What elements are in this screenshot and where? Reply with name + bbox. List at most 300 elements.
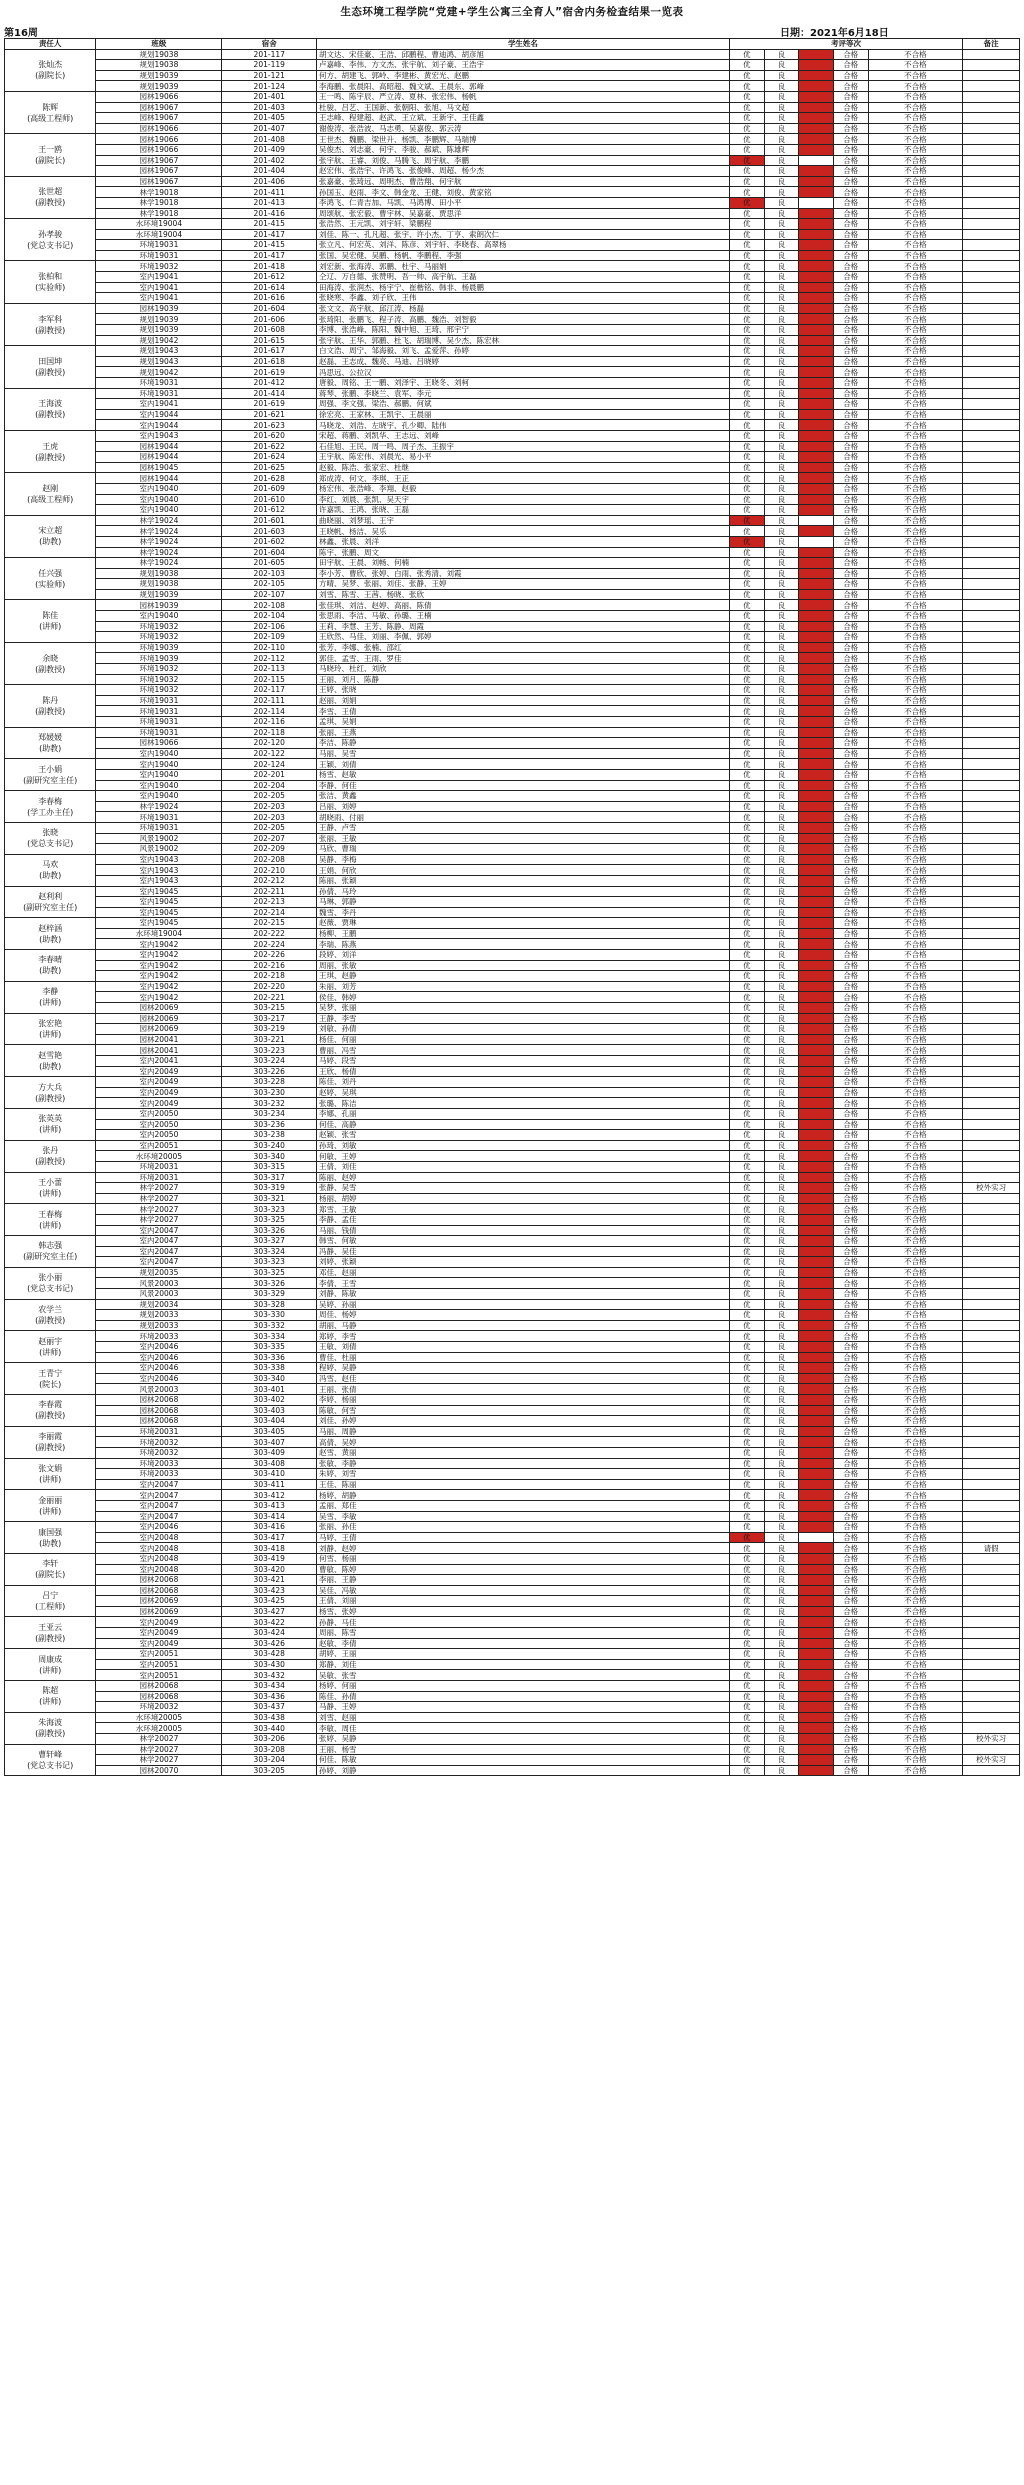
grade-cell: 良: [764, 483, 799, 494]
grade-marker: [799, 886, 834, 897]
owner-cell: [5, 854, 96, 886]
note-cell: [963, 1320, 1020, 1331]
grade-marker: [799, 1257, 834, 1268]
class-cell: 风景20003: [96, 1289, 222, 1300]
class-cell: 环境19039: [96, 642, 222, 653]
grade-cell: 合格: [833, 1511, 868, 1522]
grade-cell: 不合格: [868, 812, 963, 823]
note-cell: [963, 1013, 1020, 1024]
grade-marker: [799, 303, 834, 314]
room-cell: 303-427: [222, 1606, 317, 1617]
students-cell: 刘静、陈敏: [317, 1289, 730, 1300]
grade-marker: [799, 812, 834, 823]
table-row: [5, 250, 1020, 261]
note-cell: [963, 1267, 1020, 1278]
grade-cell: 良: [764, 1426, 799, 1437]
students-cell: 仝辽、万自德、张赞明、吾一帅、高宇航、王磊: [317, 272, 730, 283]
grade-cell: 不合格: [868, 420, 963, 431]
grade-cell: 良: [764, 642, 799, 653]
room-cell: 303-221: [222, 1034, 317, 1045]
grade-cell: 不合格: [868, 1649, 963, 1660]
room-cell: 303-340: [222, 1151, 317, 1162]
grade-cell: 不合格: [868, 113, 963, 124]
class-cell: 室内20049: [96, 1066, 222, 1077]
students-cell: 王静、卢雪: [317, 822, 730, 833]
grade-cell: 不合格: [868, 854, 963, 865]
class-cell: 林学20027: [96, 1204, 222, 1215]
table-row: [5, 928, 1020, 939]
students-cell: 赵雪、黄丽: [317, 1447, 730, 1458]
class-cell: 室内20050: [96, 1130, 222, 1141]
grade-cell: 优: [729, 1617, 764, 1628]
class-cell: 园林19044: [96, 473, 222, 484]
note-cell: [963, 727, 1020, 738]
table-row: [5, 727, 1020, 738]
grade-marker: [799, 1331, 834, 1342]
grade-cell: [799, 536, 834, 547]
grade-marker: [799, 208, 834, 219]
grade-cell: 良: [764, 1310, 799, 1321]
room-cell: 303-323: [222, 1257, 317, 1268]
class-cell: 园林19044: [96, 441, 222, 452]
grade-cell: 良: [764, 1161, 799, 1172]
grade-cell: 不合格: [868, 430, 963, 441]
students-cell: 孟丽、郑佳: [317, 1500, 730, 1511]
table-row: [5, 229, 1020, 240]
note-cell: [963, 1130, 1020, 1141]
room-cell: 202-222: [222, 928, 317, 939]
owner-name: 张宏艳: [38, 1019, 63, 1029]
students-cell: 郑雪、王敏: [317, 1204, 730, 1215]
grade-cell: 不合格: [868, 844, 963, 855]
grade-cell: 良: [764, 1702, 799, 1713]
grade-cell: 不合格: [868, 981, 963, 992]
grade-marker: [799, 1151, 834, 1162]
students-cell: 杨宏伟、张浩峰、李翔、赵毅: [317, 483, 730, 494]
students-cell: 吕丽、刘婷: [317, 801, 730, 812]
table-row: [5, 1161, 1020, 1172]
grade-cell: 优: [729, 1342, 764, 1353]
grade-cell: 合格: [833, 1278, 868, 1289]
grade-marker: [799, 60, 834, 71]
students-cell: 宋超、蒋鹏、刘凯华、王志远、刘峰: [317, 430, 730, 441]
students-cell: 曹佳、杜丽: [317, 1352, 730, 1363]
students-cell: 李敏、周佳: [317, 1723, 730, 1734]
table-row: [5, 176, 1020, 187]
table-row: [5, 1013, 1020, 1024]
room-cell: 303-317: [222, 1172, 317, 1183]
note-cell: [963, 1204, 1020, 1215]
room-cell: 202-211: [222, 886, 317, 897]
table-row: [5, 1077, 1020, 1088]
grade-cell: 良: [764, 1681, 799, 1692]
room-cell: 303-205: [222, 1765, 317, 1776]
grade-marker: [799, 1511, 834, 1522]
grade-marker: [799, 1034, 834, 1045]
owner-cell: [5, 1553, 96, 1585]
owner-cell: [5, 303, 96, 345]
grade-cell: 合格: [833, 1522, 868, 1533]
note-cell: [963, 441, 1020, 452]
table-row: [5, 1575, 1020, 1586]
grade-cell: 良: [764, 1416, 799, 1427]
owner-name: 韩志强: [38, 1241, 63, 1251]
grade-cell: 良: [764, 1532, 799, 1543]
grade-marker: [799, 1575, 834, 1586]
table-row: [5, 60, 1020, 71]
grade-marker: 优: [729, 515, 764, 526]
table-row: [5, 1310, 1020, 1321]
note-cell: [963, 886, 1020, 897]
grade-cell: 不合格: [868, 452, 963, 463]
class-cell: 环境19032: [96, 621, 222, 632]
note-cell: [963, 558, 1020, 569]
grade-cell: 合格: [833, 1585, 868, 1596]
class-cell: 室内19040: [96, 611, 222, 622]
class-cell: 环境19039: [96, 653, 222, 664]
table-row: [5, 261, 1020, 272]
class-cell: 园林19045: [96, 462, 222, 473]
room-cell: 303-403: [222, 1405, 317, 1416]
grade-marker: [799, 102, 834, 113]
note-cell: [963, 1331, 1020, 1342]
owner-role: (讲师): [39, 1474, 62, 1484]
grade-cell: 优: [729, 1606, 764, 1617]
grade-cell: 不合格: [868, 1712, 963, 1723]
room-cell: 303-424: [222, 1628, 317, 1639]
students-cell: 邓佳、赵丽: [317, 1267, 730, 1278]
table-row: [5, 505, 1020, 516]
grade-cell: 良: [764, 865, 799, 876]
grade-cell: 合格: [833, 409, 868, 420]
grade-cell: 不合格: [868, 759, 963, 770]
table-row: [5, 81, 1020, 92]
room-cell: 303-226: [222, 1066, 317, 1077]
grade-cell: 优: [729, 600, 764, 611]
owner-role: (副教授): [35, 452, 66, 462]
students-cell: 刘静、赵婷: [317, 1543, 730, 1554]
grade-cell: 不合格: [868, 1437, 963, 1448]
grade-cell: 优: [729, 240, 764, 251]
grade-marker: [799, 388, 834, 399]
grade-marker: [799, 272, 834, 283]
grade-cell: 优: [729, 1585, 764, 1596]
note-cell: [963, 1003, 1020, 1014]
students-cell: 张丽、孙佳: [317, 1522, 730, 1533]
students-cell: 吴雪、李敏: [317, 1511, 730, 1522]
grade-cell: 不合格: [868, 1077, 963, 1088]
owner-role: (副教授): [35, 1157, 66, 1167]
students-cell: 王娟、何欣: [317, 865, 730, 876]
grade-cell: 不合格: [868, 1352, 963, 1363]
grade-cell: 良: [764, 632, 799, 643]
grade-cell: 不合格: [868, 187, 963, 198]
grade-cell: 良: [764, 1395, 799, 1406]
table-row: [5, 897, 1020, 908]
room-cell: 201-625: [222, 462, 317, 473]
grade-cell: 良: [764, 791, 799, 802]
note-cell: [963, 367, 1020, 378]
grade-marker: [799, 1437, 834, 1448]
grade-cell: 合格: [833, 1649, 868, 1660]
grade-cell: 优: [729, 1649, 764, 1660]
students-cell: 郑静、刘佳: [317, 1659, 730, 1670]
class-cell: 室内20049: [96, 1098, 222, 1109]
class-cell: 室内19045: [96, 907, 222, 918]
grade-cell: 良: [764, 1045, 799, 1056]
grade-marker: [799, 992, 834, 1003]
room-cell: 202-113: [222, 664, 317, 675]
class-cell: 环境20031: [96, 1161, 222, 1172]
grade-marker: [799, 717, 834, 728]
students-cell: 白文浩、周宁、邹海毅、刘飞、孟爱萍、孙婷: [317, 346, 730, 357]
owner-role: (实验师): [35, 579, 66, 589]
note-cell: [963, 452, 1020, 463]
owner-cell: [5, 1681, 96, 1713]
students-cell: 郭佳、孟雪、王雨、罗佳: [317, 653, 730, 664]
grade-cell: 优: [729, 875, 764, 886]
room-cell: 201-415: [222, 219, 317, 230]
grade-cell: 不合格: [868, 166, 963, 177]
table-row: [5, 664, 1020, 675]
grade-cell: 优: [729, 1405, 764, 1416]
note-cell: [963, 123, 1020, 134]
table-row: [5, 452, 1020, 463]
grade-cell: 优: [729, 1373, 764, 1384]
class-cell: 规划19038: [96, 49, 222, 60]
students-cell: 胡晓雨、付丽: [317, 812, 730, 823]
note-cell: [963, 144, 1020, 155]
grade-marker: [799, 144, 834, 155]
grade-cell: 合格: [833, 452, 868, 463]
room-cell: 202-216: [222, 960, 317, 971]
room-cell: 202-107: [222, 589, 317, 600]
class-cell: 环境20032: [96, 1437, 222, 1448]
grade-cell: 优: [729, 822, 764, 833]
grade-cell: 合格: [833, 1723, 868, 1734]
students-cell: 李静、孟佳: [317, 1214, 730, 1225]
note-cell: [963, 1447, 1020, 1458]
room-cell: 303-416: [222, 1522, 317, 1533]
grade-marker: [799, 1013, 834, 1024]
students-cell: 刘雪、赵丽: [317, 1712, 730, 1723]
note-cell: [963, 844, 1020, 855]
grade-cell: 不合格: [868, 388, 963, 399]
class-cell: 室内20048: [96, 1543, 222, 1554]
class-cell: 室内19040: [96, 748, 222, 759]
header-students: 学生姓名: [317, 39, 730, 50]
grade-cell: 不合格: [868, 791, 963, 802]
class-cell: 环境19032: [96, 632, 222, 643]
grade-marker: [799, 473, 834, 484]
grade-cell: 不合格: [868, 1691, 963, 1702]
note-cell: [963, 759, 1020, 770]
table-row: [5, 388, 1020, 399]
table-row: [5, 1659, 1020, 1670]
grade-cell: 良: [764, 81, 799, 92]
owner-role: (讲师): [39, 1665, 62, 1675]
grade-marker: [799, 738, 834, 749]
grade-cell: 优: [729, 91, 764, 102]
grade-marker: [799, 1204, 834, 1215]
room-cell: 303-334: [222, 1331, 317, 1342]
room-cell: 202-115: [222, 674, 317, 685]
owner-name: 赵刚: [42, 484, 59, 494]
room-cell: 303-323: [222, 1204, 317, 1215]
students-cell: 赵毅、陈浩、张家宏、杜继: [317, 462, 730, 473]
students-cell: 孙琦、刘敏: [317, 1140, 730, 1151]
students-cell: 马晓玲、杜红、刘欣: [317, 664, 730, 675]
grade-marker: [799, 441, 834, 452]
owner-cell: [5, 1045, 96, 1077]
room-cell: 303-330: [222, 1310, 317, 1321]
grade-marker: [799, 1183, 834, 1194]
note-cell: [963, 1628, 1020, 1639]
class-cell: 园林19039: [96, 600, 222, 611]
grade-cell: 不合格: [868, 589, 963, 600]
note-cell: [963, 1373, 1020, 1384]
grade-cell: 合格: [833, 1204, 868, 1215]
table-row: [5, 346, 1020, 357]
grade-cell: 合格: [833, 1437, 868, 1448]
room-cell: 303-420: [222, 1564, 317, 1575]
grade-marker: [799, 769, 834, 780]
grade-cell: 良: [764, 928, 799, 939]
students-cell: 张芳、李娜、张楠、邵红: [317, 642, 730, 653]
grade-cell: 良: [764, 123, 799, 134]
grade-cell: 不合格: [868, 1416, 963, 1427]
grade-cell: 不合格: [868, 1395, 963, 1406]
owner-name: 李静: [42, 987, 59, 997]
grade-cell: 良: [764, 1564, 799, 1575]
table-row: [5, 1596, 1020, 1607]
owner-cell: [5, 1013, 96, 1045]
students-cell: 石佳旭、王民、周一鸣、周子杰、王振宇: [317, 441, 730, 452]
grade-cell: 合格: [833, 981, 868, 992]
grade-marker: [799, 70, 834, 81]
grade-marker: [799, 81, 834, 92]
grade-cell: 合格: [833, 1373, 868, 1384]
students-cell: 谢俊涛、张浩波、马志勇、吴嘉俊、郭云涛: [317, 123, 730, 134]
grade-cell: 优: [729, 483, 764, 494]
owner-cell: [5, 1744, 96, 1776]
table-row: [5, 1479, 1020, 1490]
grade-cell: 优: [729, 589, 764, 600]
grade-marker: [799, 1352, 834, 1363]
page-title: 生态环境工程学院“党建+学生公寓三全育人”宿舍内务检查结果一览表: [340, 6, 684, 18]
grade-cell: 优: [729, 1522, 764, 1533]
class-cell: 室内20050: [96, 1119, 222, 1130]
grade-cell: 合格: [833, 695, 868, 706]
class-cell: 室内19043: [96, 865, 222, 876]
students-cell: 朱丽、刘芳: [317, 981, 730, 992]
class-cell: 规划19042: [96, 335, 222, 346]
table-row: [5, 568, 1020, 579]
note-cell: [963, 632, 1020, 643]
grade-cell: 良: [764, 1543, 799, 1554]
class-cell: 水环境19004: [96, 928, 222, 939]
owner-role: (助教): [39, 537, 62, 547]
owner-role: (副教授): [35, 367, 66, 377]
class-cell: 林学20027: [96, 1755, 222, 1766]
note-cell: [963, 1564, 1020, 1575]
students-cell: 李娜、孔丽: [317, 1108, 730, 1119]
class-cell: 室内19040: [96, 483, 222, 494]
grade-cell: 合格: [833, 49, 868, 60]
table-row: [5, 907, 1020, 918]
table-row: [5, 282, 1020, 293]
note-cell: [963, 621, 1020, 632]
grade-marker: [799, 1553, 834, 1564]
table-row: [5, 1066, 1020, 1077]
grade-cell: 合格: [833, 1140, 868, 1151]
owner-name: 王海波: [38, 399, 63, 409]
note-cell: [963, 134, 1020, 145]
note-cell: [963, 399, 1020, 410]
owner-name: 方大兵: [38, 1082, 63, 1092]
note-cell: [963, 187, 1020, 198]
grade-cell: 优: [729, 1066, 764, 1077]
owner-name: 陈佳: [42, 611, 59, 621]
students-cell: 王宇航、陈宏伟、刘晨光、易小平: [317, 452, 730, 463]
students-cell: 何敏、王婷: [317, 1151, 730, 1162]
students-cell: 吴静、李梅: [317, 854, 730, 865]
students-cell: 高倩、吴婷: [317, 1437, 730, 1448]
class-cell: 规划20035: [96, 1267, 222, 1278]
grade-cell: 优: [729, 303, 764, 314]
table-row: [5, 1681, 1020, 1692]
owner-cell: [5, 1395, 96, 1427]
grade-cell: 合格: [833, 611, 868, 622]
grade-cell: 良: [764, 462, 799, 473]
class-cell: 规划19039: [96, 81, 222, 92]
grade-marker: [799, 833, 834, 844]
grade-cell: 良: [764, 1628, 799, 1639]
grade-marker: [799, 1490, 834, 1501]
room-cell: 303-411: [222, 1479, 317, 1490]
grade-cell: 良: [764, 155, 799, 166]
grade-cell: 良: [764, 1183, 799, 1194]
table-row: [5, 1119, 1020, 1130]
note-cell: [963, 822, 1020, 833]
room-cell: 303-407: [222, 1437, 317, 1448]
table-row: [5, 1003, 1020, 1014]
grade-marker: [799, 240, 834, 251]
note-cell: [963, 1077, 1020, 1088]
owner-role: (党总支书记): [27, 839, 74, 849]
grade-cell: 优: [729, 505, 764, 516]
grade-cell: 良: [764, 388, 799, 399]
note-cell: [963, 473, 1020, 484]
grade-cell: 合格: [833, 621, 868, 632]
grade-cell: 不合格: [868, 346, 963, 357]
table-row: [5, 1098, 1020, 1109]
note-cell: [963, 91, 1020, 102]
grade-cell: 合格: [833, 187, 868, 198]
table-row: [5, 1278, 1020, 1289]
grade-cell: 优: [729, 1204, 764, 1215]
students-cell: 李鸿飞、仁青吉加、马凯、马鸿博、田小平: [317, 197, 730, 208]
class-cell: 环境19031: [96, 378, 222, 389]
note-cell: [963, 1532, 1020, 1543]
grade-cell: 合格: [833, 113, 868, 124]
grade-cell: 不合格: [868, 515, 963, 526]
table-row: [5, 49, 1020, 60]
grade-cell: 合格: [833, 91, 868, 102]
grade-marker: [799, 314, 834, 325]
grade-marker: [799, 1289, 834, 1300]
grade-cell: 良: [764, 685, 799, 696]
